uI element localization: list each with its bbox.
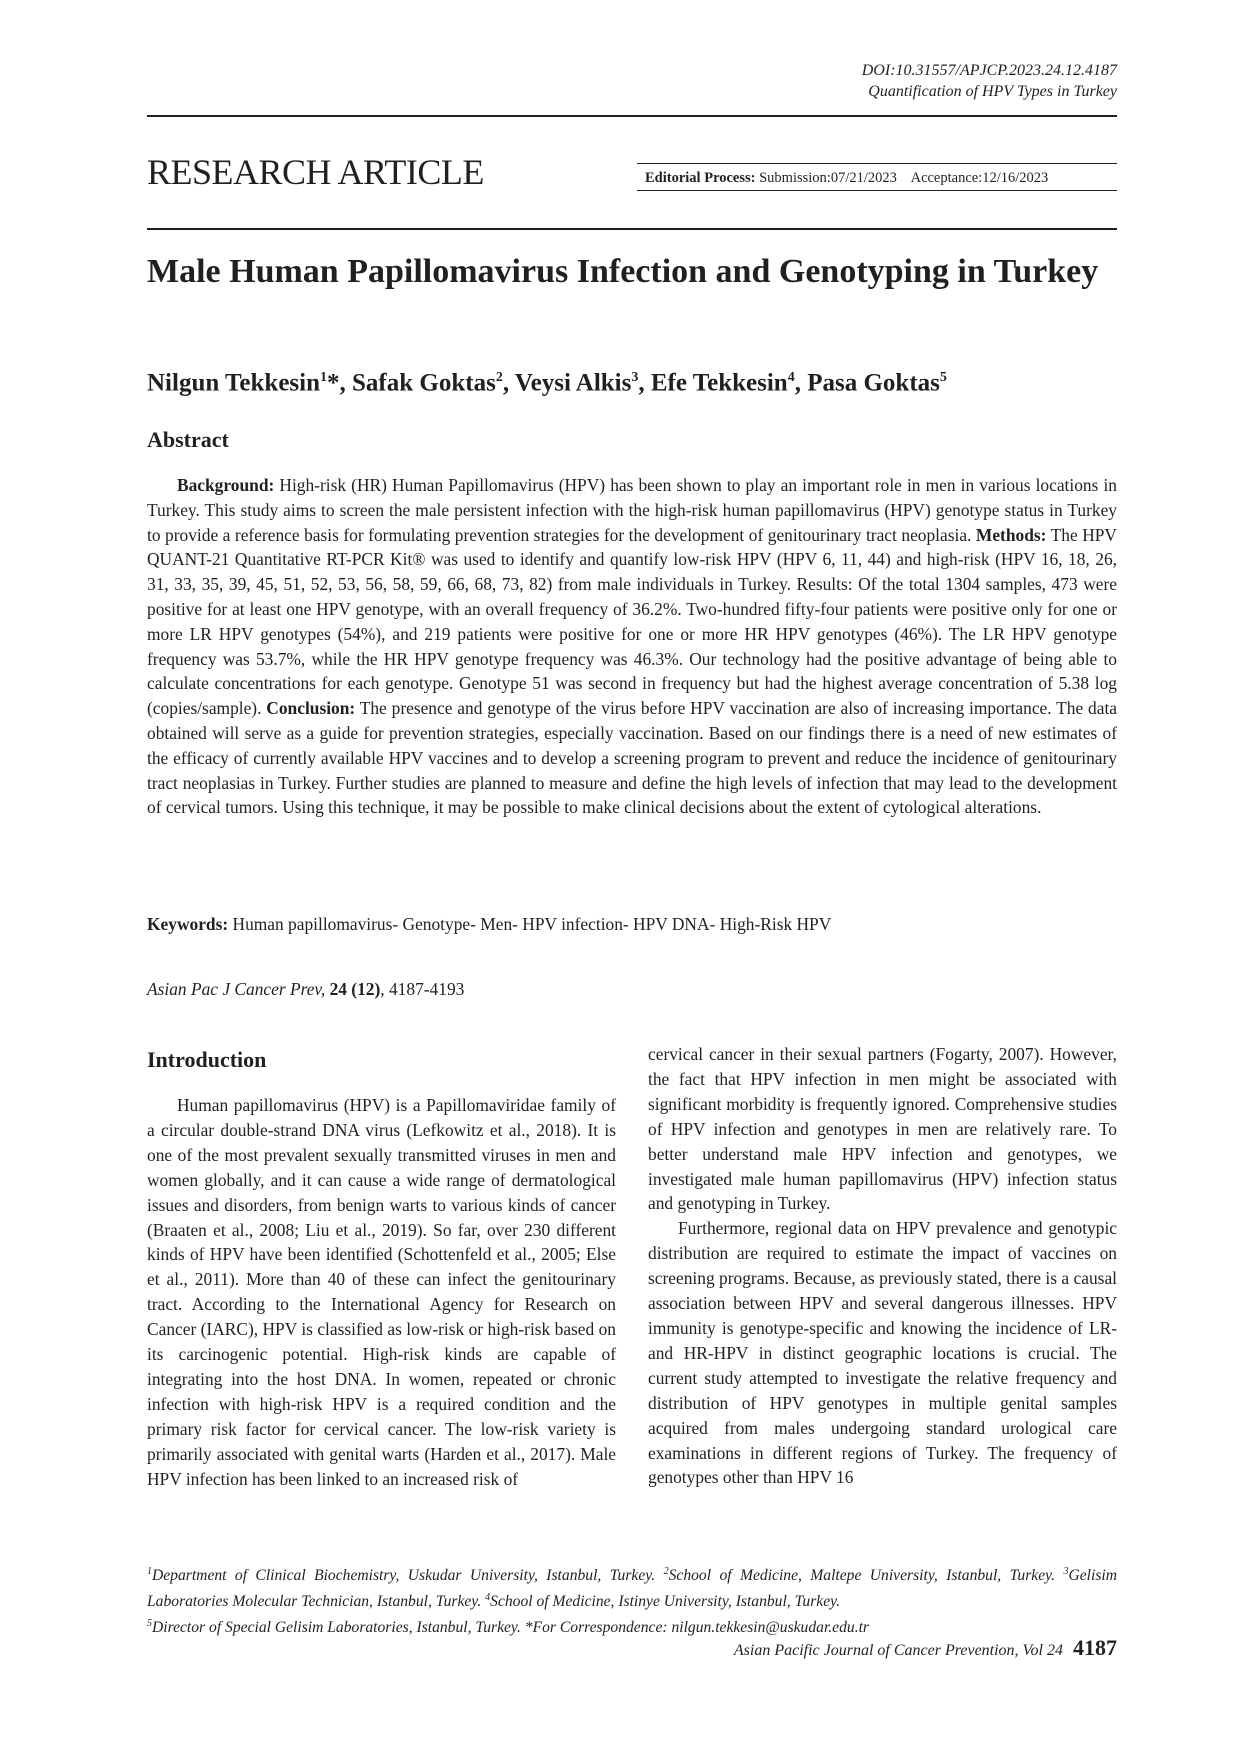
article-title: Male Human Papillomavirus Infection and Genotyping in Turkey: [147, 253, 1099, 290]
abstract-heading: Abstract: [147, 427, 229, 452]
citation-pages: , 4187-4193: [380, 979, 465, 999]
paragraph: [147, 1093, 616, 1492]
page-footer: [734, 1635, 1117, 1664]
running-header: [862, 60, 1117, 102]
editorial-process: [637, 163, 1117, 191]
methods-text: The HPV QUANT-21 Quantitative RT-PCR Kit® was used to identify and quantify low-risk HPV (HPV 6, 11, 44) and high-risk (HPV 16, 18, 26, 31, 33, 35, 39, 45, 51, 52, 53, 56, 58, 59, 66, 68, 73, 82) from male individuals in Turkey. Results: Of the total 1304 samples, 473 were positive for at least one HPV genotype, with an overall frequency of 36.2%. Two-hundred fifty-four patients were positive only for one or more LR HPV genotypes (54%), and 219 patients were positive for one or more HR HPV genotypes (46%). The LR HPV genotype frequency was 53.7%, while the HR HPV genotype frequency was 46.3%. Our technology had the positive advantage of being able to calculate concentrations for each genotype. Genotype 51 was second in frequency but had the highest average concentration of 5.38 log (copies/sample).: [147, 524, 1117, 719]
author-list: Nilgun Tekkesin$^1$*, Safak Goktas$^2$, Veysi Alkis$^3$, Efe Tekkesin$^4$, Pasa Goktas$^5$: [147, 369, 947, 397]
affil-text: Director of Special Gelisim Laboratories, Istanbul, Turkey. *For Correspondence: nilgun.tekkesin@uskudar.edu.tr: [152, 1619, 869, 1637]
background-text: High-risk (HR) Human Papillomavirus (HPV) has been shown to play an important role in men in various locations in Turkey. This study aims to screen the male persistent infection with the high-risk human papillomavirus (HPV) genotype status in Turkey to provide a reference basis for formulating prevention strategies for the development of genitourinary tract neoplasia.: [147, 475, 1117, 545]
paragraph-text: Furthermore, regional data on HPV prevalence and genotypic distribution are required to estimate the impact of vaccines on screening programs. Because, as previously stated, there is a causal association between HPV and several dangerous illnesses. HPV immunity is genotype-specific and knowing the incidence of LR- and HR-HPV in distinct geographic locations is crucial. The current study attempted to investigate the relative frequency and distribution of HPV genotypes in multiple genital samples acquired from males undergoing standard urological care examinations in different regions of Turkey. The frequency of genotypes other than HPV 16: [648, 1218, 1117, 1488]
affil-text: School of Medicine, Istinye University, Istanbul, Turkey.: [490, 1593, 841, 1611]
acceptance-date: Acceptance:12/16/2023: [910, 170, 1049, 186]
citation: [147, 977, 464, 1001]
author-affil-sup: 4: [787, 370, 795, 385]
author-affil-sup: 1: [320, 370, 328, 385]
affil-sup: 1: [147, 1566, 152, 1577]
citation-journal: Asian Pac J Cancer Prev,: [147, 979, 326, 999]
author: Safak Goktas: [352, 369, 496, 397]
keywords-text: Human papillomavirus- Genotype- Men- HPV infection- HPV DNA- High-Risk HPV: [228, 914, 832, 934]
right-column: [648, 1042, 1117, 1490]
title-rule: [147, 228, 1117, 230]
footer-journal: Asian Pacific Journal of Cancer Prevention, Vol 24: [733, 1642, 1063, 1659]
author-affil-sup: 2: [495, 370, 503, 385]
affil-text: Gelisim Laboratories Molecular Technician, Istanbul, Turkey.: [147, 1567, 1117, 1611]
paragraph: [648, 1042, 1117, 1216]
affil-sup: 5: [147, 1618, 152, 1630]
editorial-label: Editorial Process:: [645, 170, 756, 186]
author: Nilgun Tekkesin: [147, 369, 321, 397]
paragraph-text: Human papillomavirus (HPV) is a Papillomaviridae family of a circular double-strand DNA virus (Lefkowitz et al., 2018). It is one of the most prevalent sexually transmitted viruses in men and women globally, and it can cause a wide range of dermatological issues and disorders, from benign warts to various kinds of cancer (Braaten et al., 2008; Liu et al., 2019). So far, over 230 different kinds of HPV have been identified (Schottenfeld et al., 2005; Else et al., 2011). More than 40 of these can infect the genitourinary tract. According to the International Agency for Research on Cancer (IARC), HPV is classified as low-risk or high-risk based on its carcinogenic potential. High-risk kinds are capable of integrating into the host DNA. In women, repeated or chronic infection with high-risk HPV is a required condition and the primary risk factor for cervical cancer. The low-risk variety is primarily associated with genital warts (Harden et al., 2017). Male HPV infection has been linked to an increased risk of: [147, 1095, 616, 1489]
doi: DOI:10.31557/APJCP.2023.24.12.4187: [861, 62, 1117, 79]
header-rule: [147, 115, 1117, 117]
author: Efe Tekkesin: [650, 369, 788, 397]
article-type: RESEARCH ARTICLE: [147, 152, 484, 192]
citation-volume: 24 (12): [329, 979, 381, 999]
affil-text: Department of Clinical Biochemistry, Uskudar University, Istanbul, Turkey.: [152, 1567, 664, 1585]
background-label: Background:: [177, 475, 275, 495]
keywords: [147, 912, 1117, 936]
submission-date: Submission:07/21/2023: [759, 170, 897, 186]
conclusion-text: The presence and genotype of the virus before HPV vaccination are also of increasing importance. The data obtained will serve as a guide for prevention strategies, especially vaccination. Based on our findings there is a need of new estimates of the efficacy of currently available HPV vaccines and to develop a screening program to prevent and reduce the incidence of genitourinary tract neoplasias in Turkey. Further studies are planned to measure and define the high levels of infection that may lead to the development of cervical tumors. Using this technique, it may be possible to make clinical decisions about the extent of cytological alterations.: [147, 698, 1117, 818]
running-title: Quantification of HPV Types in Turkey: [868, 83, 1117, 100]
author-affil-sup: 3: [631, 370, 639, 385]
author: Veysi Alkis: [514, 369, 632, 397]
affil-text: School of Medicine, Maltepe University, Istanbul, Turkey.: [668, 1567, 1064, 1585]
affil-sup: 3: [1063, 1566, 1069, 1577]
abstract-text: [147, 473, 1117, 820]
methods-label: Methods:: [975, 524, 1047, 545]
paragraph: [648, 1216, 1117, 1490]
left-column: [147, 1093, 616, 1492]
author-affil-sup: 5: [939, 370, 947, 385]
introduction-heading: Introduction: [147, 1047, 267, 1072]
author: Pasa Goktas: [807, 369, 940, 397]
affiliations: [147, 1561, 1117, 1640]
keywords-label: Keywords:: [147, 914, 229, 934]
page-number: 4187: [1073, 1635, 1117, 1660]
corresponding-mark: *: [327, 369, 340, 397]
affil-sup: 4: [485, 1592, 491, 1604]
paragraph-text: cervical cancer in their sexual partners (Fogarty, 2007). However, the fact that HPV infection in men might be associated with significant morbidity is frequently ignored. Comprehensive studies of HPV infection and genotypes in men are relatively rare. To better understand male HPV infection and genotypes, we investigated male human papillomavirus (HPV) infection status and genotyping in Turkey.: [648, 1044, 1117, 1214]
affil-sup: 2: [663, 1566, 669, 1577]
conclusion-label: Conclusion:: [266, 698, 356, 719]
